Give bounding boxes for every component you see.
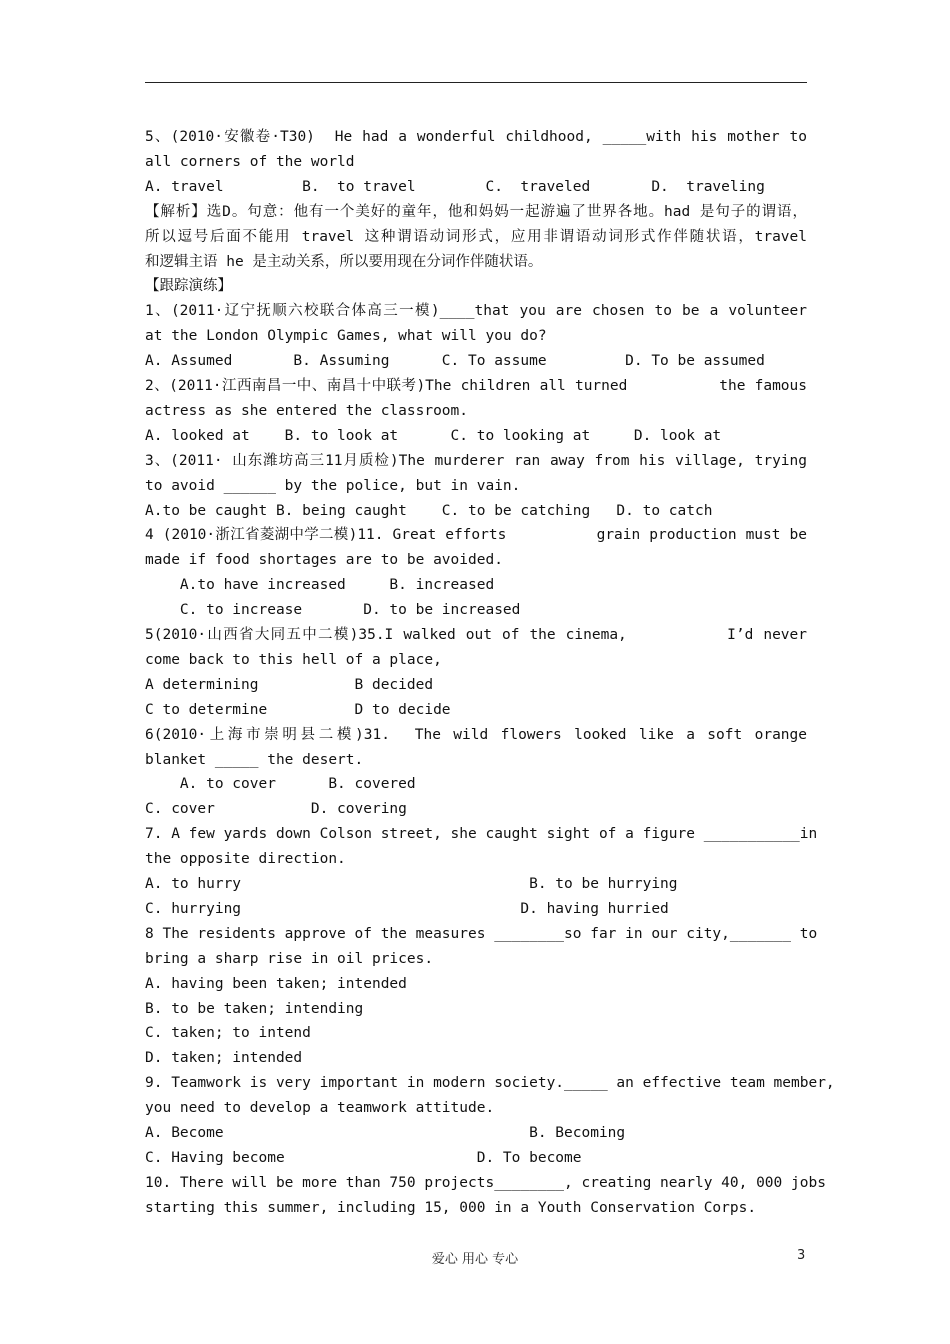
text-line: 5、(2010·安徽卷·T30) He had a wonderful childhood, _____with his mother to: [145, 129, 807, 145]
text-line: 6(2010·上海市崇明县二模)31. The wild flowers looked like a soft orange: [145, 726, 807, 743]
text-line: C. taken; to intend: [145, 1025, 311, 1042]
text-line: 1、(2011·辽宁抚顺六校联合体高三一模)____that you are chosen to be a volunteer: [145, 303, 807, 320]
text-line: A. to cover B. covered: [145, 776, 416, 793]
text-line: 3、(2011· 山东潍坊高三11月质检)The murderer ran away from his village, trying: [145, 452, 807, 469]
text-line: A determining B decided: [145, 676, 434, 693]
text-line: you need to develop a teamwork attitude.: [145, 1100, 495, 1117]
text-line: 8 The residents approve of the measures ________so far in our city,_______ to: [145, 925, 818, 942]
page-number: 3: [797, 1248, 806, 1263]
text-line: A.to have increased B. increased: [145, 577, 495, 594]
page-footer: 爱心 用心 专心: [431, 1252, 519, 1267]
text-line: 4 (2010·浙江省菱湖中学二模)11. Great efforts grain production must be: [145, 527, 807, 544]
text-line: B. to be taken; intending: [145, 1000, 364, 1017]
text-line: 10. There will be more than 750 projects________, creating nearly 40, 000 jobs: [145, 1174, 826, 1191]
text-line: the opposite direction.: [145, 851, 346, 868]
text-line: 9. Teamwork is very important in modern society._____ an effective team member,: [145, 1075, 835, 1092]
text-line: A. having been taken; intended: [145, 975, 407, 992]
text-line: A.to be caught B. being caught C. to be catching D. to catch: [145, 502, 713, 519]
text-line: C. to increase D. to be increased: [145, 602, 521, 619]
text-line: 和逻辑主语 he 是主动关系，所以要用现在分词作伴随状语。: [145, 253, 543, 270]
text-line: to avoid ______ by the police, but in vain.: [145, 477, 521, 494]
text-line: all corners of the world: [145, 153, 355, 170]
text-line: C to determine D to decide: [145, 701, 451, 718]
text-line: 所以逗号后面不能用 travel 这种谓语动词形式，应用非谓语动词形式作伴随状语，travel: [145, 228, 807, 245]
text-line: A. looked at B. to look at C. to looking at D. look at: [145, 427, 722, 444]
text-line: actress as she entered the classroom.: [145, 402, 469, 419]
text-line: bring a sharp rise in oil prices.: [145, 950, 434, 967]
text-line: A. Assumed B. Assuming C. To assume D. To be assumed: [145, 353, 765, 370]
text-line: A. to hurry B. to be hurrying: [145, 876, 678, 892]
text-line: C. cover D. covering: [145, 801, 407, 818]
text-line: 7. A few yards down Colson street, she caught sight of a figure ___________in: [145, 826, 818, 843]
text-line: C. hurrying D. having hurried: [145, 900, 669, 917]
text-line: 2、(2011·江西南昌一中、南昌十中联考)The children all turned the famous: [145, 378, 807, 394]
text-line: 【跟踪演练】: [145, 278, 232, 295]
text-line: at the London Olympic Games, what will you do?: [145, 328, 547, 345]
text-line: A. Become B. Becoming: [145, 1125, 626, 1141]
text-line: 【解析】选D。句意：他有一个美好的童年，他和妈妈一起游遍了世界各地。had 是句子的谓语，: [145, 203, 807, 220]
text-line: blanket _____ the desert.: [145, 751, 364, 768]
header-rule: [145, 82, 807, 83]
text-line: starting this summer, including 15, 000 in a Youth Conservation Corps.: [145, 1199, 757, 1216]
text-line: made if food shortages are to be avoided.: [145, 552, 503, 569]
text-line: D. taken; intended: [145, 1050, 303, 1067]
text-line: C. Having become D. To become: [145, 1149, 582, 1166]
text-line: come back to this hell of a place,: [145, 651, 442, 668]
text-line: 5(2010·山西省大同五中二模)35.I walked out of the cinema, I’d never: [145, 627, 807, 643]
text-line: A. travel B. to travel C. traveled D. traveling: [145, 178, 765, 195]
